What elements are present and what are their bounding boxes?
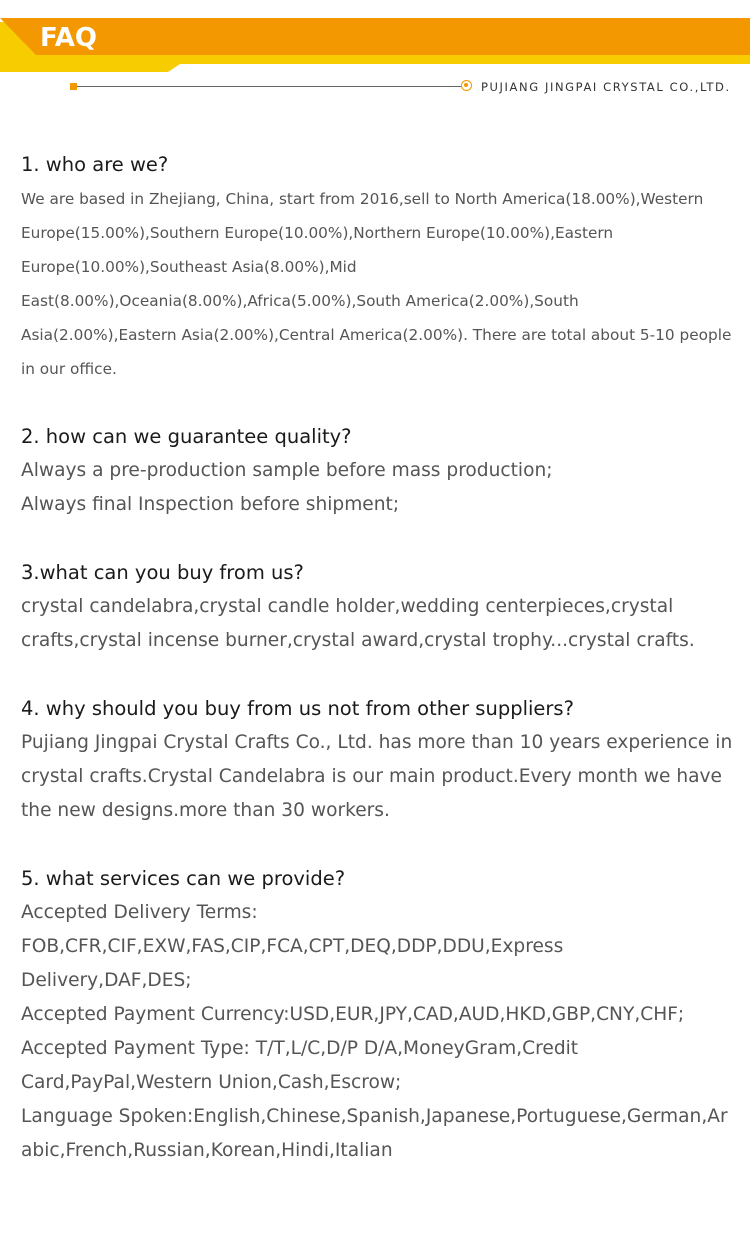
faq-answer-line: Always a pre-production sample before mass production; bbox=[21, 460, 553, 481]
faq-item-quality bbox=[21, 420, 733, 522]
faq-answer-delivery-terms: Accepted Delivery Terms: FOB,CFR,CIF,EXW,FAS,CIP,FCA,CPT,DEQ,DDP,DDU,Express Delivery,DAF,DES; bbox=[21, 902, 564, 991]
faq-question: 4. why should you buy from us not from other suppliers? bbox=[21, 697, 574, 720]
banner-title: FAQ bbox=[40, 23, 98, 53]
circle-dot-icon bbox=[461, 80, 472, 91]
faq-answer: Pujiang Jingpai Crystal Crafts Co., Ltd. has more than 10 years experience in crystal crafts.Crystal Candelabra is our main product.Every month we have the new designs.more than 30 workers. bbox=[21, 732, 733, 821]
faq-answer-payment-type: Accepted Payment Type: T/T,L/C,D/P D/A,MoneyGram,Credit Card,PayPal,Western Union,Cash,Escrow; bbox=[21, 1038, 579, 1093]
faq-question: 2. how can we guarantee quality? bbox=[21, 425, 352, 448]
faq-question: 5. what services can we provide? bbox=[21, 867, 346, 890]
faq-list bbox=[21, 148, 733, 1202]
square-marker-icon bbox=[70, 83, 77, 90]
faq-answer-languages: Language Spoken:English,Chinese,Spanish,Japanese,Portuguese,German,Arabic,French,Russian,Korean,Hindi,Italian bbox=[21, 1106, 728, 1161]
faq-item-who-are-we bbox=[21, 148, 733, 386]
faq-item-services bbox=[21, 862, 733, 1168]
faq-question: 3.what can you buy from us? bbox=[21, 561, 304, 584]
faq-answer-line: Always final Inspection before shipment; bbox=[21, 494, 400, 515]
faq-banner bbox=[0, 0, 750, 80]
divider-line bbox=[77, 86, 462, 87]
faq-answer: We are based in Zhejiang, China, start from 2016,sell to North America(18.00%),Western Europe(15.00%),Southern Europe(10.00%),Northern Europe(10.00%),Eastern Europe(10.00%),Southeast Asia(8.00%),Mid East(8.00%),Oceania(8.00%),Africa(5.00%),South America(2.00%),South Asia(2.00%),Eastern Asia(2.00%),Central America(2.00%). There are total about 5-10 people in our office. bbox=[21, 190, 732, 378]
faq-answer: crystal candelabra,crystal candle holder,wedding centerpieces,crystal crafts,crystal incense burner,crystal award,crystal trophy...crystal crafts. bbox=[21, 596, 695, 651]
faq-item-why-us bbox=[21, 692, 733, 828]
banner-background bbox=[0, 0, 750, 80]
company-name: PUJIANG JINGPAI CRYSTAL CO.,LTD. bbox=[481, 80, 731, 94]
faq-answer-payment-currency: Accepted Payment Currency:USD,EUR,JPY,CAD,AUD,HKD,GBP,CNY,CHF; bbox=[21, 1004, 685, 1025]
faq-item-products bbox=[21, 556, 733, 658]
faq-question: 1. who are we? bbox=[21, 153, 169, 176]
header-rule bbox=[70, 78, 750, 96]
